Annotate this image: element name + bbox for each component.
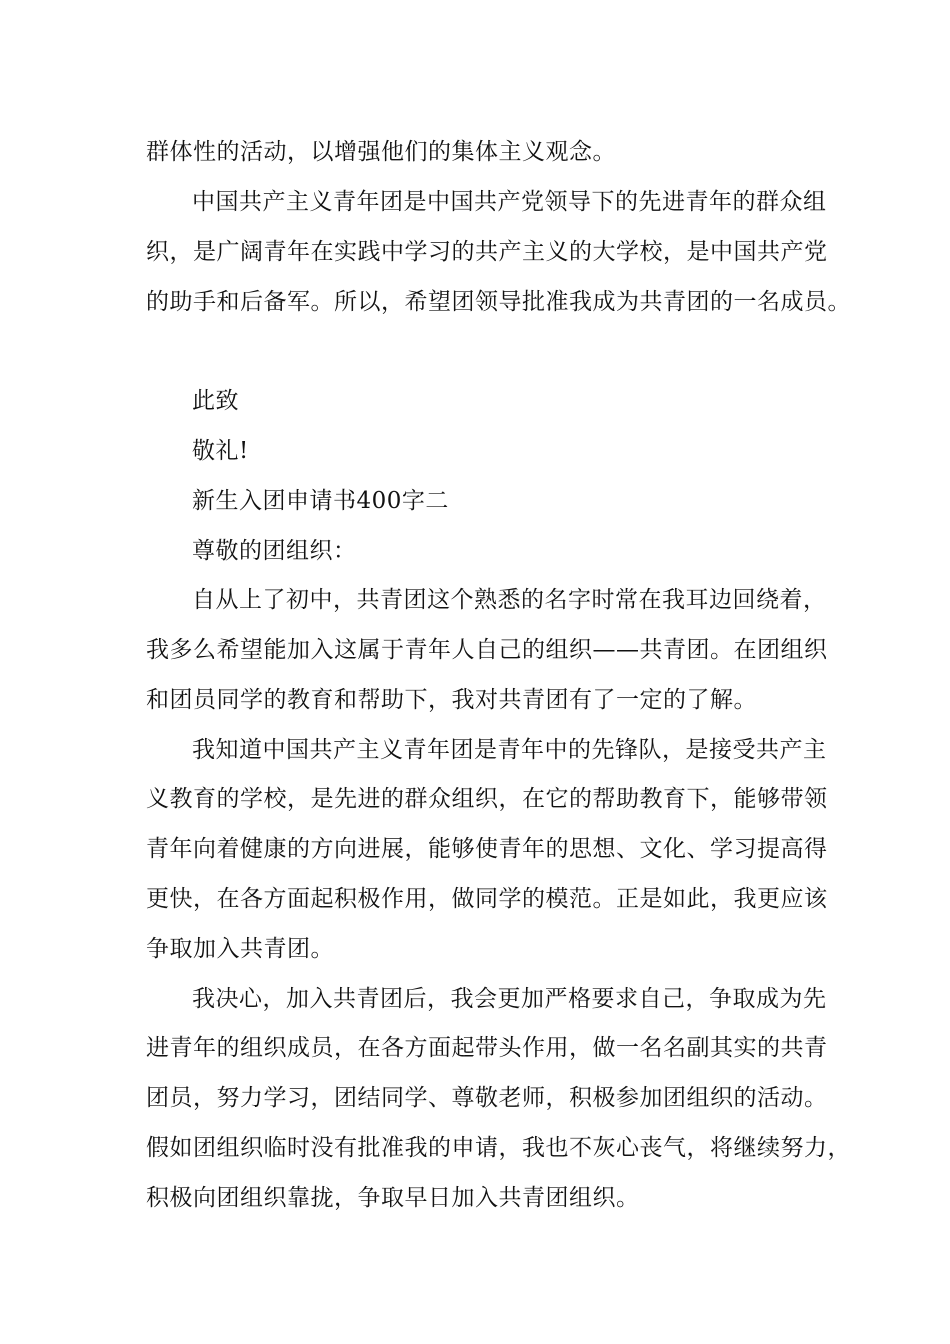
section-title: 新生入团申请书400字二 — [192, 488, 449, 514]
text-line: 团员，努力学习，团结同学、尊敬老师，积极参加团组织的活动。 — [146, 1085, 828, 1111]
text-line: 我多么希望能加入这属于青年人自己的组织——共青团。在团组织 — [146, 637, 828, 663]
text-line: 义教育的学校，是先进的群众组织，在它的帮助教育下，能够带领 — [146, 786, 828, 812]
paragraph-start-line: 我知道中国共产主义青年团是青年中的先锋队，是接受共产主 — [192, 737, 827, 763]
text-line: 群体性的活动，以增强他们的集体主义观念。 — [146, 139, 616, 165]
text-line: 和团员同学的教育和帮助下，我对共青团有了一定的了解。 — [146, 687, 757, 713]
text-line: 的助手和后备军。所以，希望团领导批准我成为共青团的一名成员。 — [146, 289, 851, 315]
text-line: 争取加入共青团。 — [146, 936, 334, 962]
text-line: 积极向团组织靠拢，争取早日加入共青团组织。 — [146, 1185, 640, 1211]
closing-salutation: 此致 — [192, 388, 239, 414]
letter-greeting: 尊敬的团组织： — [192, 538, 357, 564]
text-line: 织，是广阔青年在实践中学习的共产主义的大学校，是中国共产党 — [146, 239, 828, 265]
text-line: 青年向着健康的方向进展，能够使青年的思想、文化、学习提高得 — [146, 836, 828, 862]
closing-regards: 敬礼! — [192, 438, 249, 464]
paragraph-start-line: 自从上了初中，共青团这个熟悉的名字时常在我耳边回绕着， — [192, 587, 827, 613]
text-line: 进青年的组织成员，在各方面起带头作用，做一名名副其实的共青 — [146, 1035, 828, 1061]
text-line: 更快，在各方面起积极作用，做同学的模范。正是如此，我更应该 — [146, 886, 828, 912]
paragraph-start-line: 中国共产主义青年团是中国共产党领导下的先进青年的群众组 — [192, 189, 827, 215]
paragraph-start-line: 我决心，加入共青团后，我会更加严格要求自己，争取成为先 — [192, 986, 827, 1012]
text-line: 假如团组织临时没有批准我的申请，我也不灰心丧气，将继续努力， — [146, 1135, 851, 1161]
